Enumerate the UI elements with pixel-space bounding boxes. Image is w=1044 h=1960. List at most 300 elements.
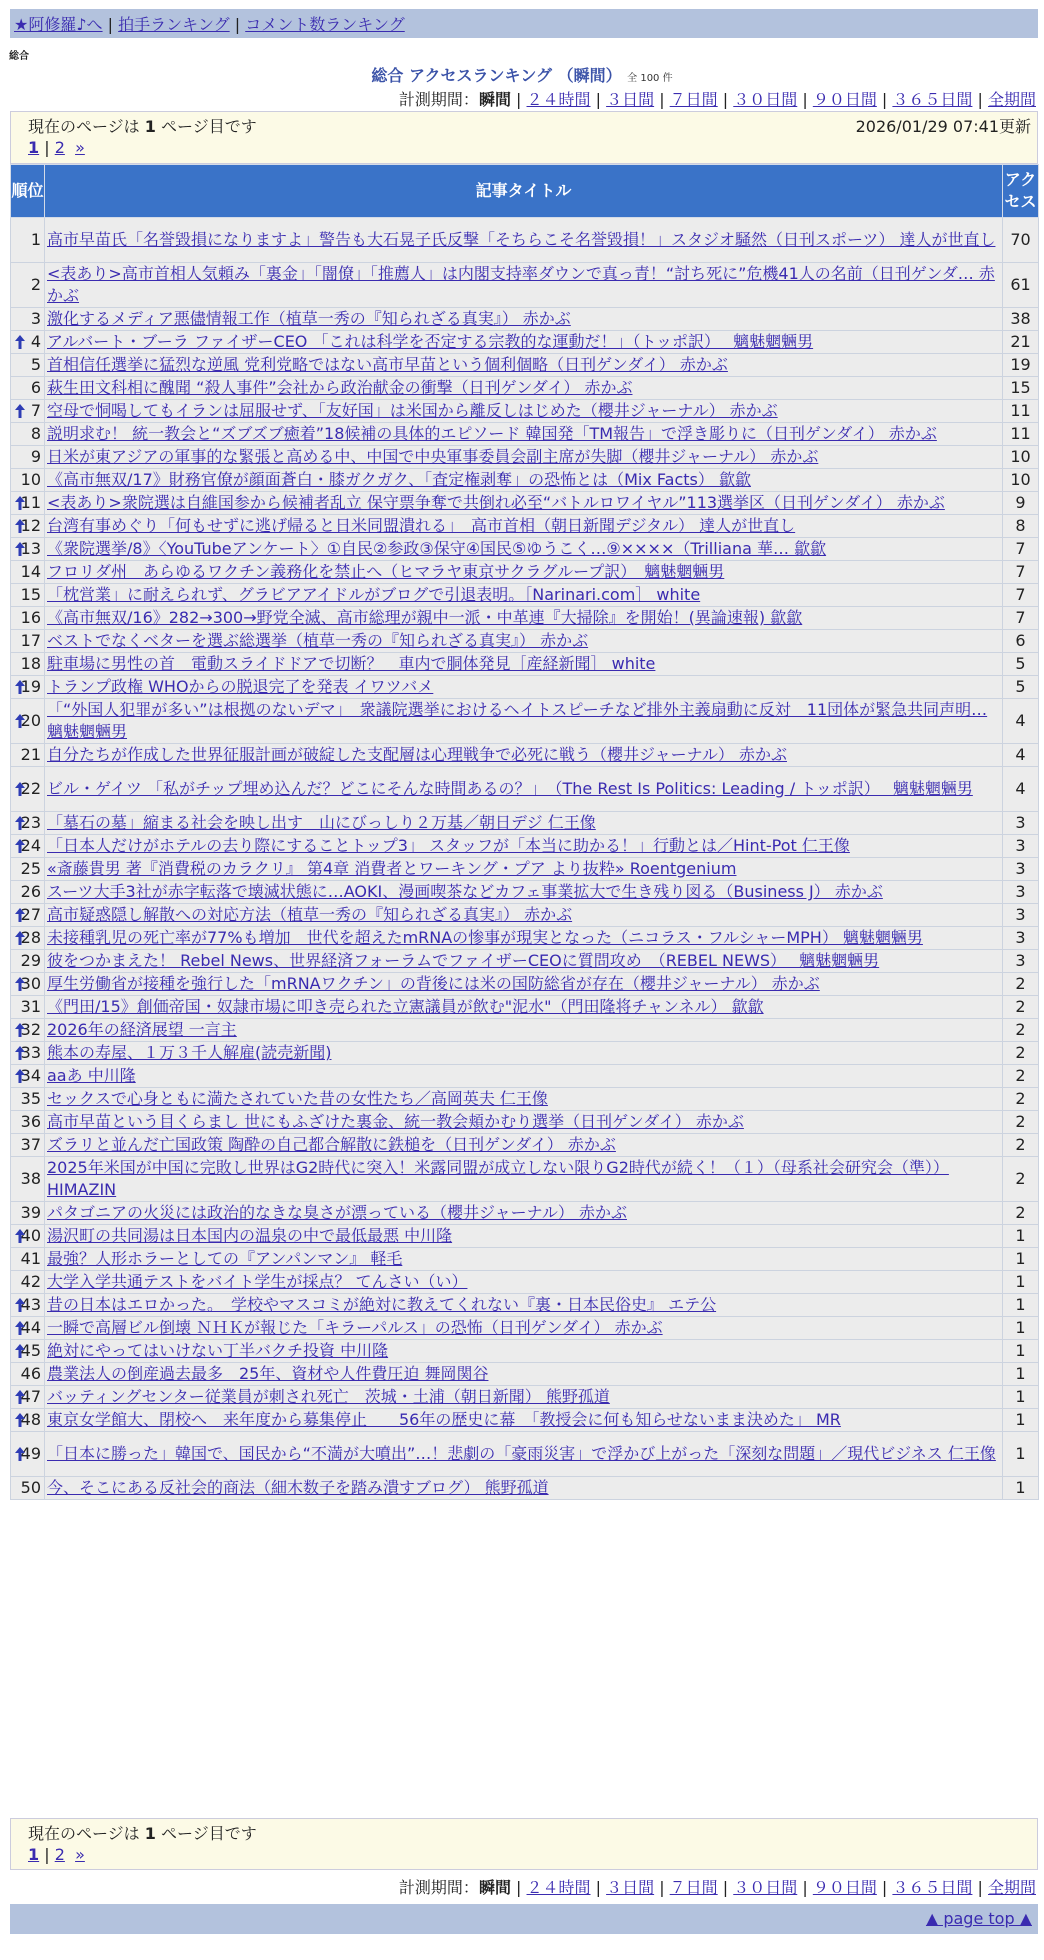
article-title-link[interactable]: 日米が東アジアの軍事的な緊張と高める中、中国で中央軍事委員会副主席が失脚（櫻井ジャーナル） 赤かぶ <box>47 447 819 466</box>
table-row <box>11 377 1039 400</box>
article-title-link[interactable]: ズラリと並んだ亡国政策 陶酔の自己都合解散に鉄槌を（日刊ゲンダイ） 赤かぶ <box>47 1135 616 1154</box>
article-title-link[interactable]: 「枕営業」に耐えられず、グラビアアイドルがブログで引退表明。［Narinari.com］ white <box>47 585 701 604</box>
article-title-link[interactable]: «斎藤貴男 著『消費税のカラクリ』 第4章 消費者とワーキング・プア より抜粋» Roentgenium <box>47 859 737 878</box>
rank-cell <box>11 1088 45 1111</box>
title-cell <box>45 538 1003 561</box>
access-count: 5 <box>1003 653 1039 676</box>
article-title-link[interactable]: トランプ政権 WHOからの脱退完了を発表 イワツバメ <box>47 677 434 696</box>
total-count: 全 100 件 <box>627 73 673 84</box>
article-title-link[interactable]: <表あり>高市首相人気頼み「裏金」「闇僚」「推薦人」は内閣支持率ダウンで真っ青！“討ち死に”危機41人の名前（日刊ゲンダ… 赤かぶ <box>47 264 995 305</box>
table-row <box>11 400 1039 423</box>
up-arrow-icon <box>14 1412 26 1428</box>
rank-number: 6 <box>30 378 41 397</box>
article-title-link[interactable]: 《衆院選挙/8》〈YouTubeアンケート〉①自民②参政③保守④国民⑤ゆうこく…⑨××××（Trilliana 華… 歙歙 <box>47 539 827 558</box>
access-count: 2 <box>1003 1019 1039 1042</box>
rank-cell <box>11 881 45 904</box>
rank-cell <box>11 835 45 858</box>
current-page-number: 1 <box>144 117 156 136</box>
article-title-link[interactable]: 「“外国人犯罪が多い”は根拠のないデマ」 衆議院選挙におけるヘイトスピーチなど排外主義扇動に反対 11団体が緊急共同声明… 魑魅魍魎男 <box>47 700 988 741</box>
rank-header: 順位 <box>11 165 45 218</box>
title-cell <box>45 744 1003 767</box>
article-title-link[interactable]: バッティングセンター従業員が刺され死亡 茨城・土浦（朝日新聞） 熊野孤道 <box>47 1387 610 1406</box>
up-arrow-icon <box>14 907 26 923</box>
rank-number: 46 <box>20 1364 41 1383</box>
table-row <box>11 1317 1039 1340</box>
rank-cell <box>11 812 45 835</box>
access-count: 5 <box>1003 676 1039 699</box>
period-option-link[interactable]: ９０日間 <box>812 90 877 109</box>
rank-number: 9 <box>30 447 41 466</box>
period-option-link[interactable]: ９０日間 <box>812 1878 877 1897</box>
comment-ranking-link[interactable]: コメント数ランキング <box>245 15 405 34</box>
rank-cell <box>11 423 45 446</box>
access-count: 2 <box>1003 1111 1039 1134</box>
title-cell <box>45 1409 1003 1432</box>
article-title-link[interactable]: 彼をつかまえた！ Rebel News、世界経済フォーラムでファイザーCEOに質問攻め （REBEL NEWS） 魑魅魍魎男 <box>47 951 880 970</box>
up-arrow-icon <box>14 495 26 511</box>
up-arrow-icon <box>14 781 26 797</box>
access-count: 3 <box>1003 904 1039 927</box>
table-row <box>11 996 1039 1019</box>
title-cell <box>45 354 1003 377</box>
access-count: 4 <box>1003 744 1039 767</box>
title-cell <box>45 1088 1003 1111</box>
table-row <box>11 973 1039 996</box>
access-count: 3 <box>1003 858 1039 881</box>
rank-cell <box>11 653 45 676</box>
access-count: 19 <box>1003 354 1039 377</box>
ranking-table <box>10 164 1039 1500</box>
table-row <box>11 904 1039 927</box>
title-cell <box>45 767 1003 812</box>
period-option-link[interactable]: ７日間 <box>669 90 718 109</box>
rank-number: 37 <box>20 1135 41 1154</box>
page-top-link[interactable]: ▲ page top ▲ <box>925 1909 1032 1928</box>
rank-number: 25 <box>20 859 41 878</box>
rank-number: 40 <box>20 1226 41 1245</box>
article-title-link[interactable]: 空母で恫喝してもイランは屈服せず、「友好国」は米国から離反しはじめた（櫻井ジャーナル） 赤かぶ <box>47 401 778 420</box>
page-title-text: 総合 アクセスランキング （瞬間） <box>371 66 622 85</box>
rank-cell <box>11 1157 45 1202</box>
article-title-link[interactable]: 今、そこにある反社会的商法（細木数子を踏み潰すブログ） 熊野孤道 <box>47 1478 549 1497</box>
access-count: 10 <box>1003 446 1039 469</box>
rank-cell <box>11 858 45 881</box>
rank-number: 7 <box>30 401 41 420</box>
access-count: 2 <box>1003 1157 1039 1202</box>
rank-cell <box>11 904 45 927</box>
table-row <box>11 218 1039 263</box>
rank-number: 38 <box>20 1169 41 1188</box>
article-title-link[interactable]: 高市早苗氏「名誉毀損になりますよ」警告も大石晃子氏反撃「そちらこそ名誉毀損！」スタジオ騒然（日刊スポーツ） 達人が世直し <box>47 230 996 249</box>
title-cell <box>45 469 1003 492</box>
rank-cell <box>11 1386 45 1409</box>
article-title-link[interactable]: 高市疑惑隠し解散への対応方法（植草一秀の『知られざる真実』） 赤かぶ <box>47 905 573 924</box>
article-title-link[interactable]: 2025年米国が中国に完敗し世界はG2時代に突入！米露同盟が成立しない限りG2時代が続く！（１）（母系社会研究会（準）） HIMAZIN <box>47 1158 949 1199</box>
title-cell <box>45 331 1003 354</box>
access-count: 2 <box>1003 1042 1039 1065</box>
current-page-text <box>28 114 257 137</box>
title-cell <box>45 835 1003 858</box>
access-count: 2 <box>1003 996 1039 1019</box>
access-count: 2 <box>1003 1088 1039 1111</box>
table-row <box>11 492 1039 515</box>
up-arrow-icon <box>14 930 26 946</box>
table-row <box>11 263 1039 308</box>
page-info-bottom <box>10 1818 1038 1870</box>
title-cell <box>45 1065 1003 1088</box>
article-title-link[interactable]: 未接種乳児の死亡率が77%も増加 世代を超えたmRNAの惨事が現実となった（ニコラス・フルシャーMPH） 魑魅魍魎男 <box>47 928 923 947</box>
access-count: 1 <box>1003 1386 1039 1409</box>
rank-cell <box>11 263 45 308</box>
access-count: 1 <box>1003 1409 1039 1432</box>
rank-number: 21 <box>20 745 41 764</box>
up-arrow-icon <box>14 1022 26 1038</box>
period-option-link[interactable]: ３６５日間 <box>892 90 973 109</box>
rank-cell <box>11 607 45 630</box>
table-row <box>11 1042 1039 1065</box>
article-title-link[interactable]: パタゴニアの火災には政治的なきな臭さが漂っている（櫻井ジャーナル） 赤かぶ <box>47 1203 627 1222</box>
access-count: 1 <box>1003 1225 1039 1248</box>
current-page-suffix: ページ目です <box>155 1824 257 1843</box>
rank-cell <box>11 1294 45 1317</box>
rank-number: 48 <box>20 1410 41 1429</box>
article-title-link[interactable]: ビル・ゲイツ 「私がチップ埋め込んだ？どこにそんな時間あるの？」 （The Rest Is Politics: Leading / トッポ訳） 魑魅魍魎男 <box>47 779 973 798</box>
rank-number: 41 <box>20 1249 41 1268</box>
article-title-link[interactable]: 最強？人形ホラーとしての『アンパンマン』 軽毛 <box>47 1249 403 1268</box>
article-title-link[interactable]: aaあ 中川隆 <box>47 1066 136 1085</box>
access-count: 7 <box>1003 561 1039 584</box>
rank-cell <box>11 1271 45 1294</box>
rank-cell <box>11 515 45 538</box>
top-nav-bar <box>10 9 1038 38</box>
rank-cell <box>11 1432 45 1477</box>
article-title-link[interactable]: 激化するメディア悪儘情報工作（植草一秀の『知られざる真実』） 赤かぶ <box>47 309 571 328</box>
rank-cell <box>11 1134 45 1157</box>
rank-cell <box>11 584 45 607</box>
period-selected: 瞬間 <box>478 1878 511 1897</box>
table-row <box>11 950 1039 973</box>
title-cell <box>45 1363 1003 1386</box>
rank-number: 16 <box>20 608 41 627</box>
article-title-link[interactable]: ベストでなくベターを選ぶ総選挙（植草一秀の『知られざる真実』） 赤かぶ <box>47 631 589 650</box>
home-link[interactable]: ★阿修羅♪へ <box>14 15 103 34</box>
title-cell <box>45 446 1003 469</box>
rank-cell <box>11 744 45 767</box>
rank-number: 45 <box>20 1341 41 1360</box>
rank-cell <box>11 1111 45 1134</box>
up-arrow-icon <box>14 403 26 419</box>
access-count: 4 <box>1003 767 1039 812</box>
page-link-1[interactable]: 1 <box>28 138 40 157</box>
up-arrow-icon <box>14 541 26 557</box>
title-cell <box>45 308 1003 331</box>
table-row <box>11 1134 1039 1157</box>
rank-number: 5 <box>30 355 41 374</box>
access-count: 10 <box>1003 469 1039 492</box>
article-title-link[interactable]: 厚生労働省が接種を強行した「mRNAワクチン」の背後には米の国防総省が存在（櫻井ジャーナル） 赤かぶ <box>47 974 820 993</box>
article-title-link[interactable]: 大学入学共通テストをバイト学生が採点？ てんさい（い） <box>47 1272 468 1291</box>
table-row <box>11 1065 1039 1088</box>
period-selector-bottom: 計測期間：瞬間 | ２４時間 | ３日間 | ７日間 | ３０日間 | ９０日間 | ３６５日間 | 全期間 <box>398 1878 1036 1897</box>
page-info-top <box>10 111 1038 164</box>
title-cell <box>45 904 1003 927</box>
rank-cell <box>11 630 45 653</box>
article-title-link[interactable]: 昔の日本はエロかった。 学校やマスコミが絶対に教えてくれない『裏・日本民俗史』 エテ公 <box>47 1295 717 1314</box>
title-cell <box>45 996 1003 1019</box>
access-count: 6 <box>1003 630 1039 653</box>
access-count: 3 <box>1003 881 1039 904</box>
access-count: 11 <box>1003 423 1039 446</box>
up-arrow-icon <box>14 838 26 854</box>
table-row <box>11 308 1039 331</box>
period-option-link[interactable]: ２４時間 <box>526 90 591 109</box>
title-cell <box>45 1271 1003 1294</box>
access-count: 4 <box>1003 699 1039 744</box>
article-title-link[interactable]: 萩生田文科相に醜聞 “殺人事件”会社から政治献金の衝撃（日刊ゲンダイ） 赤かぶ <box>47 378 633 397</box>
article-title-link[interactable]: セックスで心身ともに満たされていた昔の女性たち／高岡英夫 仁王像 <box>47 1089 548 1108</box>
rank-number: 35 <box>20 1089 41 1108</box>
rank-number: 49 <box>20 1444 41 1463</box>
period-option-link[interactable]: ７日間 <box>669 1878 718 1897</box>
title-cell <box>45 1134 1003 1157</box>
period-option-link[interactable]: ２４時間 <box>526 1878 591 1897</box>
table-row <box>11 1157 1039 1202</box>
access-count: 3 <box>1003 812 1039 835</box>
rank-cell <box>11 676 45 699</box>
rank-cell <box>11 561 45 584</box>
period-option-link[interactable]: ３０日間 <box>733 1878 798 1897</box>
period-selector-top: 計測期間：瞬間 | ２４時間 | ３日間 | ７日間 | ３０日間 | ９０日間 | ３６５日間 | 全期間 <box>398 90 1036 109</box>
table-row <box>11 653 1039 676</box>
rank-number: 43 <box>20 1295 41 1314</box>
article-title-link[interactable]: 熊本の寿屋、１万３千人解雇(読売新聞) <box>47 1043 332 1062</box>
article-title-link[interactable]: スーツ大手3社が赤字転落で壊滅状態に…AOKI、漫画喫茶などカフェ事業拡大で生き残り図る（Business J） 赤かぶ <box>47 882 883 901</box>
title-cell <box>45 1340 1003 1363</box>
rank-cell <box>11 469 45 492</box>
access-count: 1 <box>1003 1271 1039 1294</box>
article-title-link[interactable]: 《高市無双/16》282→300→野党全滅、高市総理が親中一派・中革連『大掃除』を開始！(異論速報) 歙歙 <box>47 608 803 627</box>
rank-cell <box>11 218 45 263</box>
current-page-suffix: ページ目です <box>155 117 257 136</box>
clap-ranking-link[interactable]: 拍手ランキング <box>118 15 230 34</box>
table-row <box>11 1363 1039 1386</box>
rank-number: 11 <box>20 493 41 512</box>
article-title-link[interactable]: <表あり>衆院選は自維国参から候補者乱立 保守票争奪で共倒れ必至“バトルロワイヤル”113選挙区（日刊ゲンダイ） 赤かぶ <box>47 493 945 512</box>
rank-cell <box>11 1340 45 1363</box>
table-row <box>11 858 1039 881</box>
access-count: 1 <box>1003 1363 1039 1386</box>
rank-number: 24 <box>20 836 41 855</box>
rank-number: 31 <box>20 997 41 1016</box>
rank-number: 12 <box>20 516 41 535</box>
up-arrow-icon <box>14 1045 26 1061</box>
rank-number: 17 <box>20 631 41 650</box>
article-title-link[interactable]: アルバート・ブーラ ファイザーCEO 「これは科学を否定する宗教的な運動だ！」（トッポ訳） 魑魅魍魎男 <box>47 332 814 351</box>
title-cell <box>45 973 1003 996</box>
page-link-2[interactable]: 2 <box>54 138 65 157</box>
access-count: 70 <box>1003 218 1039 263</box>
table-row <box>11 446 1039 469</box>
title-cell <box>45 1294 1003 1317</box>
rank-number: 47 <box>20 1387 41 1406</box>
period-label: 計測期間： <box>398 1878 479 1897</box>
table-row <box>11 331 1039 354</box>
title-cell <box>45 1225 1003 1248</box>
period-option-link[interactable]: ３０日間 <box>733 90 798 109</box>
title-cell <box>45 515 1003 538</box>
table-row <box>11 607 1039 630</box>
article-title-link[interactable]: 高市早苗という目くらまし 世にもふざけた裏金、統一教会頬かむり選挙（日刊ゲンダイ） 赤かぶ <box>47 1112 744 1131</box>
rank-cell <box>11 1019 45 1042</box>
article-title-link[interactable]: 農業法人の倒産過去最多 25年、資材や人件費圧迫 舞岡関谷 <box>47 1364 489 1383</box>
access-count: 3 <box>1003 835 1039 858</box>
up-arrow-icon <box>14 1320 26 1336</box>
table-row <box>11 835 1039 858</box>
access-count: 1 <box>1003 1477 1039 1500</box>
article-title-link[interactable]: 絶対にやってはいけない丁半バクチ投資 中川隆 <box>47 1341 389 1360</box>
pagination-bottom: 1 | 2 » <box>28 1845 85 1864</box>
table-row <box>11 630 1039 653</box>
title-cell <box>45 950 1003 973</box>
rank-number: 33 <box>20 1043 41 1062</box>
table-row <box>11 538 1039 561</box>
rank-number: 44 <box>20 1318 41 1337</box>
period-option-link[interactable]: ３日間 <box>606 1878 655 1897</box>
table-row <box>11 1202 1039 1225</box>
article-title-link[interactable]: 東京女学館大、閉校へ 来年度から募集停止 56年の歴史に幕 「教授会に何も知らせないまま決めた」 MR <box>47 1410 841 1429</box>
rank-cell <box>11 1248 45 1271</box>
article-title-link[interactable]: 「墓石の墓」縮まる社会を映し出す 山にびっしり２万基／朝日デジ 仁王像 <box>47 813 596 832</box>
access-count: 1 <box>1003 1248 1039 1271</box>
access-count: 21 <box>1003 331 1039 354</box>
table-row <box>11 699 1039 744</box>
title-cell <box>45 1432 1003 1477</box>
table-row <box>11 1386 1039 1409</box>
rank-number: 22 <box>20 779 41 798</box>
table-row <box>11 423 1039 446</box>
up-arrow-icon <box>14 679 26 695</box>
page-link-1[interactable]: 1 <box>28 1845 40 1864</box>
rank-cell <box>11 1225 45 1248</box>
title-cell <box>45 218 1003 263</box>
article-title-link[interactable]: 自分たちが作成した世界征服計画が破綻した支配層は心理戦争で必死に戦う（櫻井ジャーナル） 赤かぶ <box>47 745 787 764</box>
article-title-link[interactable]: フロリダ州 あらゆるワクチン義務化を禁止へ（ヒマラヤ東京サクラグループ訳） 魑魅魍魎男 <box>47 562 725 581</box>
access-count: 1 <box>1003 1317 1039 1340</box>
article-title-link[interactable]: 台湾有事めぐり「何もせずに逃げ帰ると日米同盟潰れる」 高市首相（朝日新聞デジタル） 達人が世直し <box>47 516 796 535</box>
access-header: アクセス <box>1003 165 1039 218</box>
access-count: 11 <box>1003 400 1039 423</box>
nav-separator: | <box>229 15 246 34</box>
rank-number: 4 <box>30 332 41 351</box>
title-cell <box>45 584 1003 607</box>
article-title-link[interactable]: 湯沢町の共同湯は日本国内の温泉の中で最低最悪 中川隆 <box>47 1226 453 1245</box>
access-count: 9 <box>1003 492 1039 515</box>
rank-cell <box>11 950 45 973</box>
updated-timestamp: 2026/01/29 07:41更新 <box>855 117 1031 136</box>
rank-number: 13 <box>20 539 41 558</box>
rank-cell <box>11 308 45 331</box>
table-row <box>11 1088 1039 1111</box>
title-cell <box>45 858 1003 881</box>
rank-number: 42 <box>20 1272 41 1291</box>
rank-number: 23 <box>20 813 41 832</box>
rank-number: 28 <box>20 928 41 947</box>
ranking-table-body <box>11 218 1039 1500</box>
rank-number: 32 <box>20 1020 41 1039</box>
article-title-link[interactable]: 2026年の経済展望 一言主 <box>47 1020 237 1039</box>
next-page-link[interactable]: » <box>75 138 85 157</box>
current-page-number: 1 <box>144 1824 156 1843</box>
article-title-link[interactable]: 首相信任選挙に猛烈な逆風 党利党略ではない高市早苗という個利個略（日刊ゲンダイ） 赤かぶ <box>47 355 728 374</box>
rank-number: 15 <box>20 585 41 604</box>
period-option-link[interactable]: ３日間 <box>606 90 655 109</box>
rank-cell <box>11 538 45 561</box>
title-cell <box>45 1317 1003 1340</box>
rank-cell <box>11 1409 45 1432</box>
access-count: 7 <box>1003 607 1039 630</box>
article-title-link[interactable]: 駐車場に男性の首 電動スライドドアで切断？ 車内で胴体発見［産経新聞］ white <box>47 654 656 673</box>
title-cell <box>45 1386 1003 1409</box>
up-arrow-icon <box>14 815 26 831</box>
title-cell <box>45 676 1003 699</box>
up-arrow-icon <box>14 1297 26 1313</box>
current-page-prefix: 現在のページは <box>28 117 145 136</box>
rank-number: 30 <box>20 974 41 993</box>
title-cell <box>45 492 1003 515</box>
rank-cell <box>11 1363 45 1386</box>
title-cell <box>45 630 1003 653</box>
rank-cell <box>11 377 45 400</box>
rank-number: 39 <box>20 1203 41 1222</box>
table-row <box>11 561 1039 584</box>
title-cell <box>45 423 1003 446</box>
rank-number: 27 <box>20 905 41 924</box>
title-cell <box>45 607 1003 630</box>
rank-number: 34 <box>20 1066 41 1085</box>
period-option-link[interactable]: ３６５日間 <box>892 1878 973 1897</box>
period-option-link[interactable]: 全期間 <box>987 1878 1036 1897</box>
article-title-link[interactable]: 一瞬で高層ビル倒壊 ＮＨＫが報じた「キラーパルス」の恐怖（日刊ゲンダイ） 赤かぶ <box>47 1318 663 1337</box>
access-count: 15 <box>1003 377 1039 400</box>
article-title-link[interactable]: 《門田/15》創価帝国・奴隷市場に叩き売られた立憲議員が飲む"泥水"（門田隆将チャンネル） 歙歙 <box>47 997 764 1016</box>
up-arrow-icon <box>14 1343 26 1359</box>
page-link-2[interactable]: 2 <box>54 1845 65 1864</box>
title-cell <box>45 812 1003 835</box>
table-row <box>11 1477 1039 1500</box>
rank-cell <box>11 1477 45 1500</box>
article-title-link[interactable]: 「日本に勝った」韓国で、国民から“不満が大噴出”…！悲劇の「豪雨災害」で浮かび上がった「深刻な問題」／現代ビジネス 仁王像 <box>47 1444 996 1463</box>
access-count: 3 <box>1003 927 1039 950</box>
rank-number: 18 <box>20 654 41 673</box>
access-count: 2 <box>1003 1065 1039 1088</box>
article-title-link[interactable]: 説明求む！ 統一教会と“ズブズブ癒着”18候補の具体的エピソード 韓国発「TM報告」で浮き彫りに（日刊ゲンダイ） 赤かぶ <box>47 424 937 443</box>
table-row <box>11 1111 1039 1134</box>
rank-number: 20 <box>20 711 41 730</box>
next-page-link[interactable]: » <box>75 1845 85 1864</box>
rank-number: 8 <box>30 424 41 443</box>
up-arrow-icon <box>14 976 26 992</box>
table-row <box>11 469 1039 492</box>
article-title-link[interactable]: 「日本人だけがホテルの去り際にすることトップ3」 スタッフが「本当に助かる！」行動とは／Hint-Pot 仁王像 <box>47 836 850 855</box>
article-title-link[interactable]: 《高市無双/17》財務官僚が顔面蒼白・膝ガクガク、「査定権剥奪」の恐怖とは（Mix Facts） 歙歙 <box>47 470 751 489</box>
table-row <box>11 676 1039 699</box>
period-option-link[interactable]: 全期間 <box>987 90 1036 109</box>
up-arrow-icon <box>14 334 26 350</box>
rank-number: 19 <box>20 677 41 696</box>
rank-cell <box>11 1202 45 1225</box>
title-cell <box>45 561 1003 584</box>
title-cell <box>45 881 1003 904</box>
